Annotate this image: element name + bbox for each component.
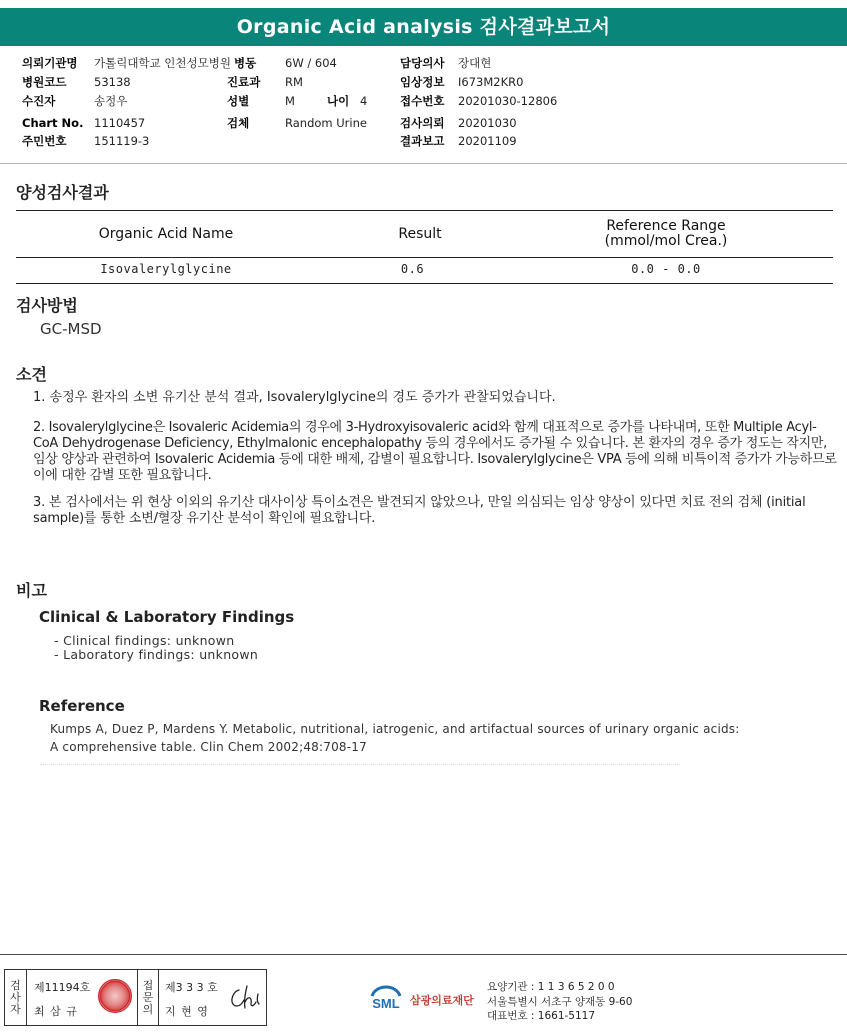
footer-divider [0,954,847,955]
report-date-label: 결과보고 [400,134,445,148]
hospital-code-label: 병원코드 [22,75,67,89]
institution-label: 의뢰기관명 [22,56,78,70]
age-label: 나이 [327,94,350,108]
sex-label: 성별 [227,94,250,108]
approver-label-char: 문 [142,990,154,1004]
col-header-result: Result [398,226,442,242]
clinical-info-value: I673M2KR0 [458,75,524,89]
reviewer-label [5,970,27,1025]
method-heading: 검사방법 [16,296,78,315]
table-top-rule [16,210,833,211]
sex-value: M [285,94,295,108]
positive-results-heading: 양성검사결과 [16,183,109,202]
report-title: Organic Acid analysis 검사결과보고서 [0,8,847,46]
examinee-label: 수진자 [22,94,56,108]
specimen-label: 검체 [227,116,250,130]
approver-license: 제3 3 3 호 [165,981,218,994]
reviewer-seal-icon [98,979,132,1013]
reviewer-license: 제11194호 [34,981,91,994]
chart-no-label: Chart No. [22,116,84,130]
col-header-name: Organic Acid Name [98,226,234,242]
col-header-reference [556,219,776,249]
clinical-info-label: 임상정보 [400,75,445,89]
receipt-no-label: 접수번호 [400,94,445,108]
col-header-reference-line2: (mmol/mol Crea.) [604,233,728,249]
reference-divider [40,764,680,765]
resident-no-label: 주민번호 [22,134,67,148]
reviewer-label-char: 검 [10,978,21,992]
approver-label-char: 의 [142,1002,154,1016]
reviewer-label-char: 자 [10,1002,21,1016]
hospital-code-value: 53138 [94,75,131,89]
resident-no-value: 151119-3 [94,134,150,148]
sml-logo-icon [366,978,406,1018]
reviewer-name: 최 삼 규 [34,1005,78,1018]
laboratory-findings-item: - Laboratory findings: unknown [54,647,259,662]
receipt-no-value: 20201030-12806 [458,94,558,108]
table-bottom-rule [16,283,833,284]
finding-item-3: 3. 본 검사에서는 위 현상 이외의 유기산 대사이상 특이소견은 발견되지 않았으나, 만일 의심되는 임상 양상이 있다면 치료 전의 검체 (initial sample)를 통한 소변/혈장 유기산 분석이 확인에 필요합니다. [33,495,806,526]
organization-name: 삼광의료재단 [410,994,474,1007]
institution-value: 가톨릭대학교 인천성모병원 [94,56,231,70]
examinee-value: 송정우 [94,94,128,108]
ward-label: 병동 [234,56,257,70]
department-label: 진료과 [227,75,261,89]
table-header-rule [16,257,833,258]
request-date-value: 20201030 [458,116,517,130]
result-name-cell: Isovalerylglycine [100,262,232,276]
reviewer-label-char: 사 [10,990,21,1004]
age-value: 4 [360,94,368,108]
clinical-findings-heading: Clinical & Laboratory Findings [39,608,295,626]
approver-name: 지 현 영 [165,1005,209,1018]
remarks-heading: 비고 [16,581,47,600]
reference-heading: Reference [39,697,125,715]
finding-item-1: 1. 송정우 환자의 소변 유기산 분석 결과, Isovalerylglycine의 경도 증가가 관찰되었습니다. [33,390,556,405]
request-date-label: 검사의뢰 [400,116,445,130]
doctor-value: 장대현 [458,56,492,70]
approver-label [137,970,159,1025]
organization-code: 요양기관 : 1 1 3 6 5 2 0 0 [487,981,615,993]
organization-info [487,980,632,1024]
header-divider [0,163,847,164]
organization-phone: 대표번호 : 1661-5117 [487,1010,596,1022]
sml-logo-text: SML [372,996,400,1011]
approver-signature-icon [227,984,263,1012]
ward-value: 6W / 604 [285,56,337,70]
approver-label-char: 접 [142,978,154,992]
finding-item-2: 2. Isovalerylglycine은 Isovaleric Acidemia의 경우에 3-Hydroxyisovaleric acid와 함께 대표적으로 증가를 나타내며, 또한 Multiple Acyl-CoA Dehydrogenase Deficiency, Ethylmalonic encephalopathy 등의 경우에서도 증가될 수 있습니다. 본 환자의 경우 증가 정도는 작지만, 임상 양상과 관련하여 Isovaleric Acidemia 등에 대한 배제, 감별이 필요합니다. Isovalerylglycine은 VPA 등에 의해 비특이적 증가가 가능하므로 이에 대한 감별 또한 필요합니다. [33,420,837,483]
reference-line-2: A comprehensive table. Clin Chem 2002;48:708-17 [50,740,367,754]
department-value: RM [285,75,303,89]
chart-no-value: 1110457 [94,116,146,130]
report-date-value: 20201109 [458,134,517,148]
specimen-value: Random Urine [285,116,367,130]
findings-heading: 소견 [16,365,47,384]
clinical-findings-item: - Clinical findings: unknown [54,633,235,648]
result-value-cell: 0.6 [400,262,425,276]
signature-box [4,969,267,1026]
doctor-label: 담당의사 [400,56,445,70]
method-value: GC-MSD [40,320,102,338]
col-header-reference-line1: Reference Range [606,218,726,234]
organization-address: 서울특별시 서초구 양재동 9-60 [487,995,633,1008]
result-reference-cell: 0.0 - 0.0 [631,262,701,276]
reference-line-1: Kumps A, Duez P, Mardens Y. Metabolic, nutritional, iatrogenic, and artifactual sources of urinary organic acids: [50,722,740,736]
